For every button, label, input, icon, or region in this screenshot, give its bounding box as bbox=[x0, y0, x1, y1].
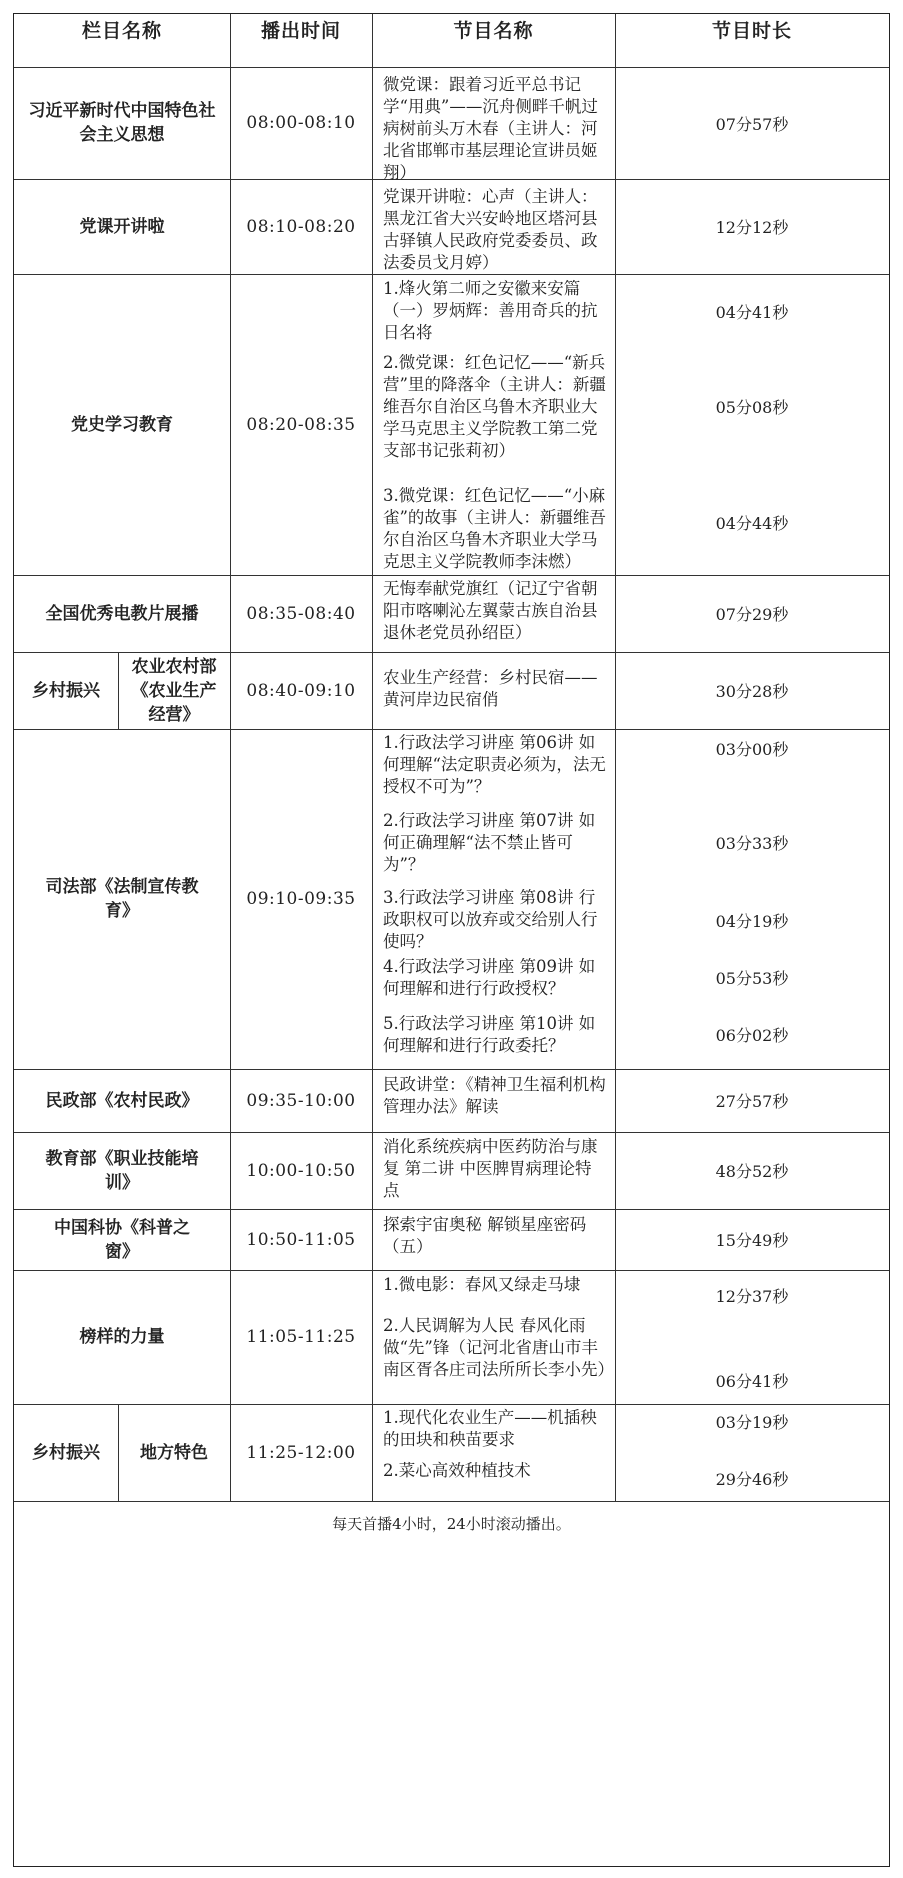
duration-cell: 06分41秒 bbox=[715, 1371, 789, 1391]
program-title: 民政讲堂：《精神卫生福利机构管理办法》解读 bbox=[383, 1075, 606, 1116]
time-cell: 08:10-08:20 bbox=[246, 216, 356, 237]
duration-cell: 12分37秒 bbox=[715, 1286, 789, 1306]
duration-cell: 48分52秒 bbox=[715, 1162, 789, 1181]
duration-cell: 29分46秒 bbox=[715, 1469, 789, 1489]
column-cell: 党课开讲啦 bbox=[79, 216, 165, 237]
header-broadcast-time: 播出时间 bbox=[260, 19, 341, 42]
column-divider bbox=[372, 14, 373, 1501]
column-cell: 乡村振兴 bbox=[32, 680, 100, 701]
duration-cell: 05分53秒 bbox=[715, 968, 789, 988]
duration-cell: 07分57秒 bbox=[715, 114, 789, 134]
time-cell: 10:00-10:50 bbox=[246, 1160, 356, 1181]
column-cell: 乡村振兴 bbox=[32, 1442, 100, 1463]
duration-cell: 12分12秒 bbox=[715, 218, 789, 237]
program-title: 探索宇宙奥秘 解锁星座密码（五） bbox=[383, 1215, 587, 1256]
column-cell: 党史学习教育 bbox=[71, 414, 173, 435]
duration-cell: 30分28秒 bbox=[715, 682, 789, 701]
column-cell: 全国优秀电教片展播 bbox=[45, 603, 199, 624]
program-title: 党课开讲啦：心声（主讲人：黑龙江省大兴安岭地区塔河县古驿镇人民政府党委委员、政法委员戈月婷） bbox=[383, 187, 598, 272]
program-title: 1.现代化农业生产——机插秧的田块和秧苗要求 bbox=[383, 1408, 597, 1449]
program-title: 消化系统疾病中医药防治与康复 第二讲 中医脾胃病理论特点 bbox=[383, 1137, 598, 1200]
program-title: 4.行政法学习讲座 第09讲 如何理解和进行行政授权？ bbox=[383, 957, 596, 998]
column-cell: 中国科协《科普之窗》 bbox=[54, 1217, 190, 1262]
time-cell: 09:35-10:00 bbox=[246, 1090, 356, 1111]
program-title: 1.微电影：春风又绿走马埭 bbox=[383, 1275, 581, 1294]
column-cell: 教育部《职业技能培训》 bbox=[45, 1148, 199, 1193]
subcolumn-cell: 农业农村部《农业生产经营》 bbox=[131, 656, 217, 725]
duration-cell: 06分02秒 bbox=[715, 1025, 789, 1045]
program-title: 1.行政法学习讲座 第06讲 如何理解“法定职责必须为，法无授权不可为”？ bbox=[383, 733, 606, 796]
sub-column-divider bbox=[118, 652, 119, 729]
time-cell: 08:00-08:10 bbox=[246, 113, 356, 133]
column-cell: 榜样的力量 bbox=[79, 1327, 165, 1347]
program-title: 2.人民调解为人民 春风化雨做“先”锋（记河北省唐山市丰南区胥各庄司法所所长李小先） bbox=[383, 1316, 614, 1379]
column-cell: 司法部《法制宣传教育》 bbox=[45, 877, 199, 921]
duration-cell: 04分41秒 bbox=[715, 302, 789, 322]
duration-cell: 27分57秒 bbox=[715, 1092, 789, 1111]
subcolumn-cell: 地方特色 bbox=[140, 1442, 208, 1463]
program-title: 无悔奉献党旗红（记辽宁省朝阳市喀喇沁左翼蒙古族自治县退休老党员孙绍臣） bbox=[383, 579, 598, 642]
program-title: 3.行政法学习讲座 第08讲 行政职权可以放弃或交给别人行使吗？ bbox=[383, 888, 598, 951]
program-title: 1.烽火第二师之安徽来安篇（一）罗炳辉：善用奇兵的抗日名将 bbox=[383, 279, 598, 342]
program-title: 2.行政法学习讲座 第07讲 如何正确理解“法不禁止皆可为”？ bbox=[383, 811, 596, 874]
header-program-name: 节目名称 bbox=[453, 19, 534, 42]
duration-cell: 15分49秒 bbox=[715, 1231, 789, 1250]
duration-cell: 04分44秒 bbox=[715, 513, 789, 533]
time-cell: 08:20-08:35 bbox=[246, 414, 356, 435]
time-cell: 08:40-09:10 bbox=[246, 680, 356, 701]
column-cell: 习近平新时代中国特色社会主义思想 bbox=[28, 101, 216, 145]
duration-cell: 04分19秒 bbox=[715, 911, 789, 931]
duration-cell: 03分33秒 bbox=[715, 833, 789, 853]
header-duration: 节目时长 bbox=[711, 19, 792, 42]
schedule-table bbox=[13, 13, 890, 1867]
duration-cell: 03分19秒 bbox=[715, 1412, 789, 1432]
time-cell: 11:25-12:00 bbox=[246, 1442, 356, 1463]
column-cell: 民政部《农村民政》 bbox=[45, 1090, 199, 1111]
program-title: 微党课：跟着习近平总书记学“用典”——沉舟侧畔千帆过 病树前头万木春（主讲人：河北省邯郸市基层理论宣讲员姬翔） bbox=[383, 75, 598, 182]
program-title: 5.行政法学习讲座 第10讲 如何理解和进行行政委托？ bbox=[383, 1014, 596, 1055]
program-title: 2.微党课：红色记忆——“新兵营”里的降落伞（主讲人：新疆维吾尔自治区乌鲁木齐职业大学马克思主义学院教工第二党支部书记张莉初） bbox=[383, 353, 606, 460]
program-title: 农业生产经营：乡村民宿——黄河岸边民宿俏 bbox=[383, 668, 598, 709]
time-cell: 11:05-11:25 bbox=[246, 1327, 356, 1347]
time-cell: 10:50-11:05 bbox=[246, 1229, 356, 1250]
header-column-name: 栏目名称 bbox=[81, 19, 162, 42]
duration-cell: 07分29秒 bbox=[715, 605, 789, 624]
time-cell: 09:10-09:35 bbox=[246, 889, 356, 909]
time-cell: 08:35-08:40 bbox=[246, 603, 356, 624]
duration-cell: 05分08秒 bbox=[715, 397, 789, 417]
program-title: 2.菜心高效种植技术 bbox=[383, 1461, 531, 1480]
footer-note: 每天首播4小时，24小时滚动播出。 bbox=[332, 1514, 571, 1533]
duration-cell: 03分00秒 bbox=[715, 739, 789, 759]
program-title: 3.微党课：红色记忆——“小麻雀”的故事（主讲人：新疆维吾尔自治区乌鲁木齐职业大学马克思主义学院教师李沫燃） bbox=[383, 486, 606, 571]
